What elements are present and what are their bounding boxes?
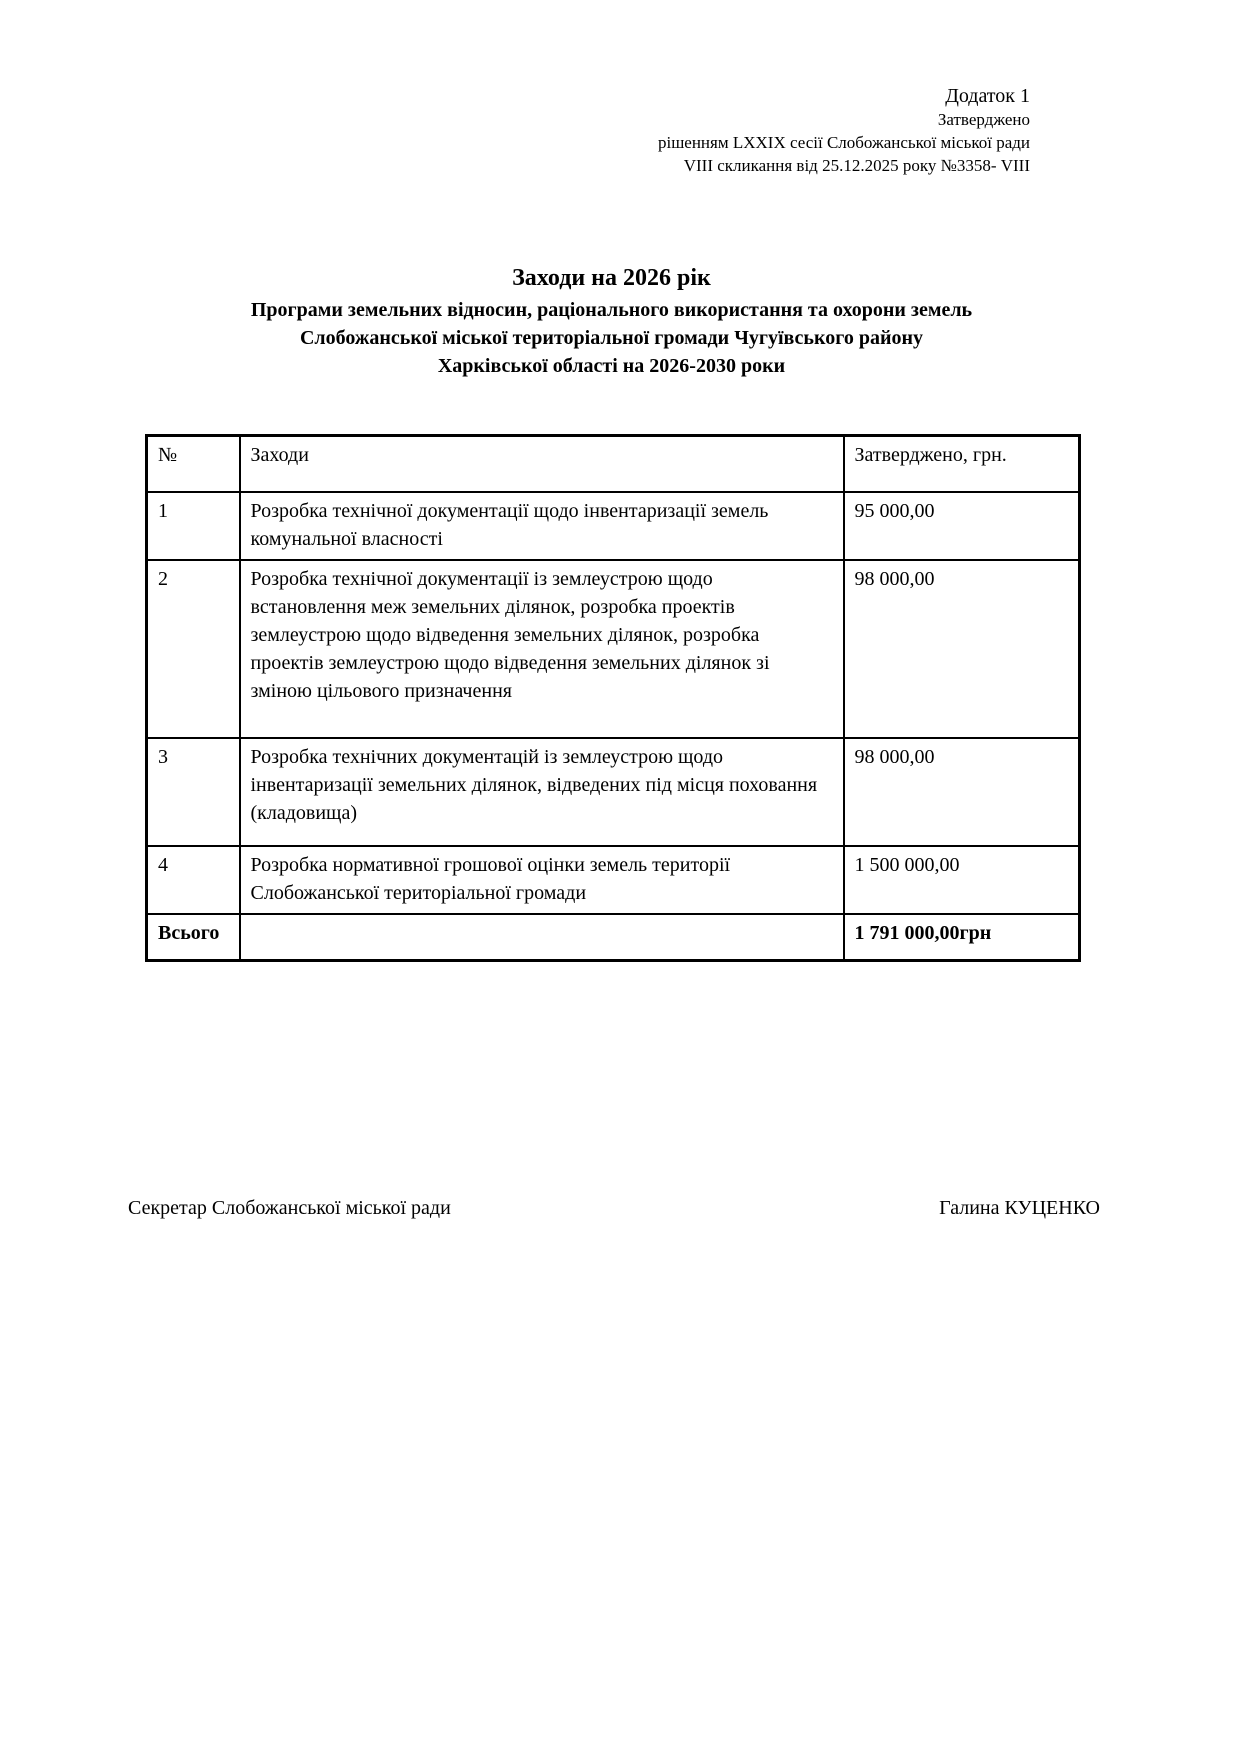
table-row	[147, 738, 1080, 846]
row-measure: Розробка технічної документації щодо інвентаризації земель комунальної власності	[240, 492, 844, 560]
table-row	[147, 560, 1080, 738]
table-row	[147, 846, 1080, 914]
row-measure: Розробка нормативної грошової оцінки земель території Слобожанської територіальної громади	[240, 846, 844, 914]
column-header-number: №	[147, 436, 240, 492]
approval-block	[0, 0, 1030, 177]
row-approved-amount: 98 000,00	[844, 560, 1080, 738]
table-row	[147, 492, 1080, 560]
approval-decision-line: рішенням LXXIX сесії Слобожанської міської ради	[657, 133, 1030, 152]
column-header-approved: Затверджено, грн.	[844, 436, 1080, 492]
signature-row	[128, 1195, 1100, 1221]
subtitle-line-1: Програми земельних відносин, раціонального використання та охорони земель	[250, 299, 973, 321]
signature-title: Секретар Слобожанської міської ради	[128, 1197, 451, 1219]
measures-table	[145, 434, 1081, 962]
title-block	[145, 263, 1078, 380]
signature-name: Галина КУЦЕНКО	[939, 1197, 1100, 1219]
row-approved-amount: 95 000,00	[844, 492, 1080, 560]
row-approved-amount: 1 500 000,00	[844, 846, 1080, 914]
row-approved-amount: 98 000,00	[844, 738, 1080, 846]
subtitle-line-2: Слобожанської міської територіальної громади Чугуївського району	[299, 327, 924, 349]
total-empty-cell	[240, 914, 844, 961]
page-subtitle	[145, 296, 1078, 380]
total-row	[147, 914, 1080, 961]
row-measure: Розробка технічних документацій із землеустрою щодо інвентаризації земельних ділянок, відведених під місця поховання (кладовища)	[240, 738, 844, 846]
approval-session-line: VIII скликання від 25.12.2025 року №3358- VIII	[683, 156, 1030, 175]
subtitle-line-3: Харківської області на 2026-2030 роки	[437, 355, 786, 377]
row-number: 2	[147, 560, 240, 738]
appendix-label: Додаток 1	[945, 85, 1030, 107]
table-header-row	[147, 436, 1080, 492]
column-header-measure: Заходи	[240, 436, 844, 492]
page-title: Заходи на 2026 рік	[512, 265, 711, 291]
row-number: 4	[147, 846, 240, 914]
row-number: 3	[147, 738, 240, 846]
total-value: 1 791 000,00грн	[844, 914, 1080, 961]
row-measure: Розробка технічної документації із землеустрою щодо встановлення меж земельних ділянок, розробка проектів землеустрою щодо відведення земельних ділянок, розробка проектів землеустрою щодо відведення земельних ділянок зі зміною цільового призначення	[240, 560, 844, 738]
row-number: 1	[147, 492, 240, 560]
total-label: Всього	[147, 914, 240, 961]
approved-label: Затверджено	[937, 110, 1030, 129]
